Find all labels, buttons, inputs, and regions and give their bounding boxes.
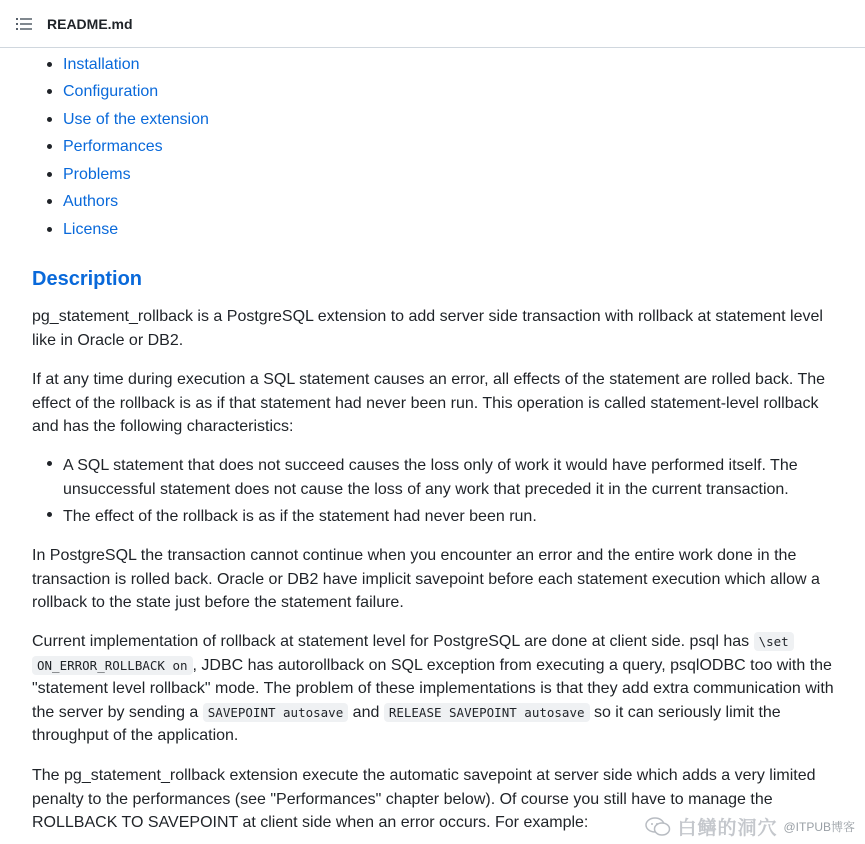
description-paragraph-5: The pg_statement_rollback extension execute the automatic savepoint at server side which adds a very limited penalty to the performances (see "Performances" chapter below). Of course you still have to manage the ROLLBACK TO SAVEPOINT at client side when an error occurs. For example:: [32, 767, 816, 831]
toc-item: [63, 220, 118, 240]
toc-link-configuration[interactable]: Configuration: [63, 83, 159, 100]
file-header: [0, 0, 865, 48]
watermark: [645, 813, 855, 840]
toc-item: [63, 55, 140, 75]
watermark-brand: 白鳝的洞穴: [677, 818, 778, 839]
toc-link-license[interactable]: License: [63, 221, 119, 238]
p4-text-2: , JDBC has autorollback on SQL exception from executing a query, psqlODBC too with the "statement level rollback" mode. The problem of these implementations is that they add extra communication with the server by sending a: [32, 656, 834, 721]
toc-item: [63, 192, 118, 212]
toc-link-performances[interactable]: Performances: [63, 138, 163, 155]
p4-text-1: Current implementation of rollback at statement level for PostgreSQL are done at client side. psql has: [32, 633, 754, 650]
list-item: A SQL statement that does not succeed causes the loss only of work it would have performed itself. The unsuccessful statement does not cause the loss of any work that preceded it in the current transaction.: [63, 454, 843, 501]
description-heading: Description: [32, 268, 143, 290]
description-paragraph-4: [32, 630, 847, 748]
toc-link-problems[interactable]: Problems: [63, 166, 131, 183]
wechat-icon: [645, 817, 671, 837]
toc-link-installation[interactable]: Installation: [63, 56, 140, 73]
watermark-site: @ITPUB博客: [783, 820, 855, 834]
list-icon[interactable]: [16, 17, 32, 31]
toc-item: [63, 165, 131, 185]
file-title: README.md: [47, 16, 133, 32]
toc-item: [63, 82, 158, 102]
inline-code-on-error-rollback: ON_ERROR_ROLLBACK on: [32, 656, 193, 675]
description-paragraph-2: If at any time during execution a SQL statement causes an error, all effects of the statement are rolled back. The effect of the rollback is as if that statement had never been run. This operation is called statement-level rollback and has the following characteristics:: [32, 371, 826, 435]
inline-code-savepoint: SAVEPOINT autosave: [203, 703, 348, 722]
inline-code-release-savepoint: RELEASE SAVEPOINT autosave: [384, 703, 590, 722]
p4-text-4: so it can seriously limit the throughput of the application.: [32, 703, 781, 744]
toc-link-authors[interactable]: Authors: [63, 193, 119, 210]
description-paragraph-3: In PostgreSQL the transaction cannot continue when you encounter an error and the entire work done in the transaction is rolled back. Oracle or DB2 have implicit savepoint before each statement execution which allow a rollback to the state just before the statement failure.: [32, 547, 820, 611]
description-paragraph-1: pg_statement_rollback is a PostgreSQL extension to add server side transaction with rollback at statement level like in Oracle or DB2.: [32, 308, 823, 349]
toc-link-use-of-extension[interactable]: Use of the extension: [63, 111, 209, 128]
list-item: The effect of the rollback is as if the statement had never been run.: [63, 505, 843, 529]
toc-item: [63, 137, 163, 157]
toc-item: [63, 110, 209, 130]
p4-text-3: and: [348, 703, 384, 721]
inline-code-set: \set: [754, 632, 794, 651]
